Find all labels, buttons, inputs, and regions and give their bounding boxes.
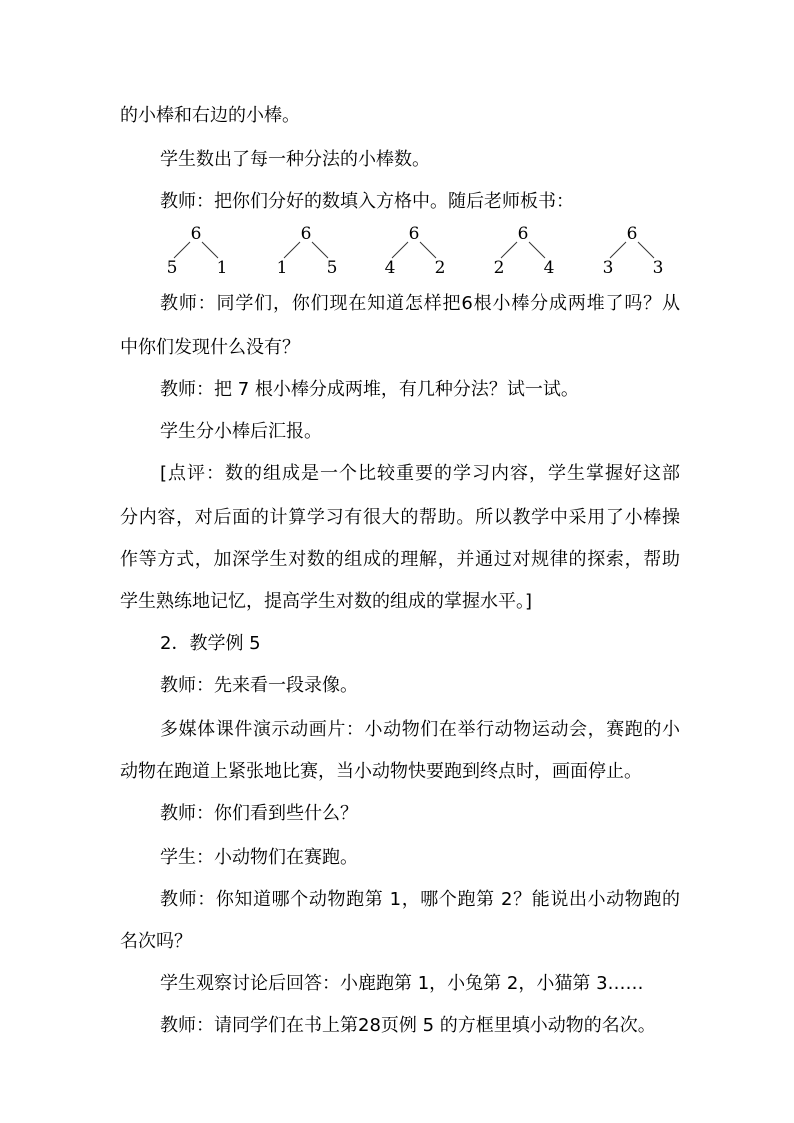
total-number: 6 — [626, 224, 638, 244]
left-part-number: 4 — [384, 258, 396, 278]
right-part-number: 5 — [326, 258, 338, 278]
decomposition-tree — [487, 222, 587, 282]
total-number: 6 — [300, 224, 312, 244]
right-part-number: 4 — [543, 258, 555, 278]
total-number: 6 — [408, 224, 420, 244]
paragraph-line: 的小棒和右边的小棒。 — [120, 105, 300, 126]
left-part-number: 5 — [166, 258, 178, 278]
paragraph-line: [点评：数的组成是一个比较重要的学习内容，学生掌握好这部 — [160, 463, 680, 484]
number-decomposition-diagram — [160, 222, 680, 282]
paragraph-line: 教师：你知道哪个动物跑第 1，哪个跑第 2？能说出小动物跑的 — [160, 889, 680, 910]
paragraph-line: 多媒体课件演示动画片：小动物们在举行动物运动会，赛跑的小 — [160, 719, 680, 740]
total-number: 6 — [190, 224, 202, 244]
paragraph-line: 学生数出了每一种分法的小棒数。 — [160, 149, 430, 170]
paragraph-line: 教师：请同学们在书上第28页例 5 的方框里填小动物的名次。 — [160, 1015, 656, 1036]
left-part-number: 3 — [602, 258, 614, 278]
paragraph-line: 动物在跑道上紧张地比赛，当小动物快要跑到终点时，画面停止。 — [120, 761, 642, 782]
paragraph-line: 教师：同学们，你们现在知道怎样把6根小棒分成两堆了吗？从 — [160, 293, 680, 314]
paragraph-line: 名次吗？ — [120, 931, 192, 952]
paragraph-line: 学生观察讨论后回答：小鹿跑第 1，小兔第 2，小猫第 3…… — [160, 973, 644, 994]
decomposition-tree — [270, 222, 370, 282]
paragraph-line: 中你们发现什么没有？ — [120, 337, 300, 358]
decomposition-tree — [160, 222, 260, 282]
right-part-number: 2 — [434, 258, 446, 278]
paragraph-line: 学生：小动物们在赛跑。 — [160, 847, 358, 868]
paragraph-line: 学生分小棒后汇报。 — [160, 421, 322, 442]
paragraph-line: 分内容，对后面的计算学习有很大的帮助。所以教学中采用了小棒操 — [120, 507, 680, 528]
paragraph-line: 教师：把你们分好的数填入方格中。随后老师板书： — [160, 191, 574, 212]
paragraph-line: 学生熟练地记忆，提高学生对数的组成的掌握水平。] — [120, 591, 533, 612]
paragraph-line: 教师：你们看到些什么？ — [160, 803, 358, 824]
right-part-number: 3 — [652, 258, 664, 278]
section-heading: 2．教学例 5 — [160, 633, 261, 654]
paragraph-line: 教师：先来看一段录像。 — [160, 675, 358, 696]
paragraph-line: 作等方式，加深学生对数的组成的理解，并通过对规律的探索，帮助 — [120, 549, 680, 570]
left-part-number: 1 — [276, 258, 288, 278]
paragraph-line: 教师：把 7 根小棒分成两堆，有几种分法？试一试。 — [160, 379, 579, 400]
left-part-number: 2 — [493, 258, 505, 278]
decomposition-tree — [596, 222, 696, 282]
total-number: 6 — [517, 224, 529, 244]
right-part-number: 1 — [216, 258, 228, 278]
decomposition-tree — [378, 222, 478, 282]
